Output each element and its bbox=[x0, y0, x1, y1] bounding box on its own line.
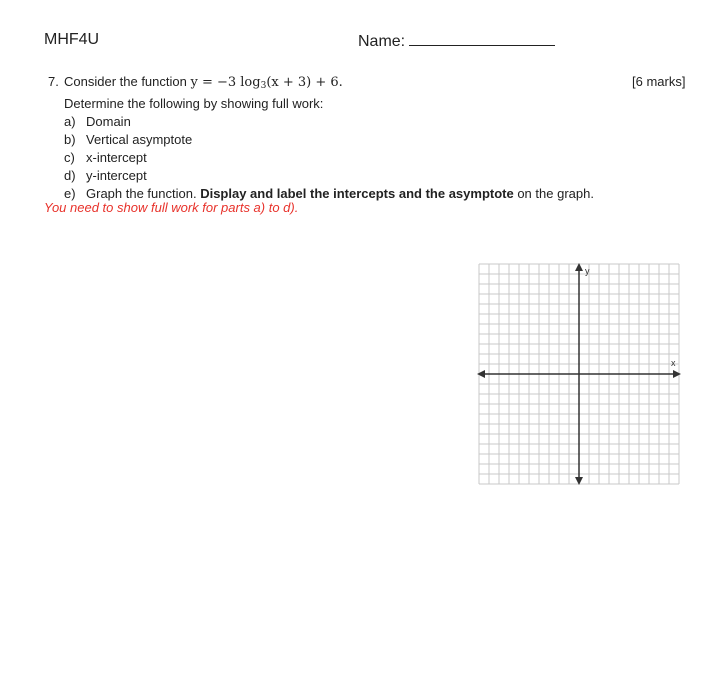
marks-label: [6 marks] bbox=[632, 74, 686, 89]
name-field-row bbox=[358, 31, 555, 51]
x-axis-arrow-right-icon bbox=[673, 370, 681, 378]
part-d bbox=[48, 167, 594, 185]
part-label: b) bbox=[64, 132, 76, 147]
part-label: e) bbox=[64, 186, 76, 201]
function-rhs: (x + 3) + 6. bbox=[266, 75, 343, 90]
part-a bbox=[48, 113, 594, 131]
function-base: 3 bbox=[260, 81, 267, 91]
part-label: a) bbox=[64, 114, 76, 129]
part-b bbox=[48, 131, 594, 149]
part-text: y-intercept bbox=[86, 168, 147, 183]
blank-graph-grid[interactable] bbox=[475, 262, 685, 488]
question-intro: Consider the function bbox=[64, 74, 191, 89]
name-blank-line bbox=[409, 31, 555, 46]
part-e-text-bold: Display and label the intercepts and the asymptote bbox=[200, 186, 514, 201]
question-number: 7. bbox=[48, 74, 59, 89]
part-label: c) bbox=[64, 150, 75, 165]
course-code: MHF4U bbox=[44, 31, 100, 48]
part-c bbox=[48, 149, 594, 167]
x-axis-label: x bbox=[671, 358, 676, 368]
part-text: Vertical asymptote bbox=[86, 132, 193, 147]
part-e-text-before: Graph the function. bbox=[86, 186, 201, 201]
question-block bbox=[48, 73, 594, 203]
part-label: d) bbox=[64, 168, 76, 183]
x-axis-arrow-left-icon bbox=[477, 370, 485, 378]
part-e-text-after: on the graph. bbox=[513, 186, 594, 201]
instruction-note: You need to show full work for parts a) to d). bbox=[44, 200, 299, 215]
question-stem bbox=[48, 73, 594, 95]
question-instruction: Determine the following by showing full work: bbox=[64, 96, 324, 111]
function-expression bbox=[190, 75, 342, 90]
part-text: Domain bbox=[86, 114, 131, 129]
part-text: x-intercept bbox=[86, 150, 147, 165]
name-label: Name: bbox=[358, 33, 406, 50]
function-lhs: y = −3 log bbox=[190, 75, 261, 90]
y-axis-label: y bbox=[585, 266, 590, 276]
